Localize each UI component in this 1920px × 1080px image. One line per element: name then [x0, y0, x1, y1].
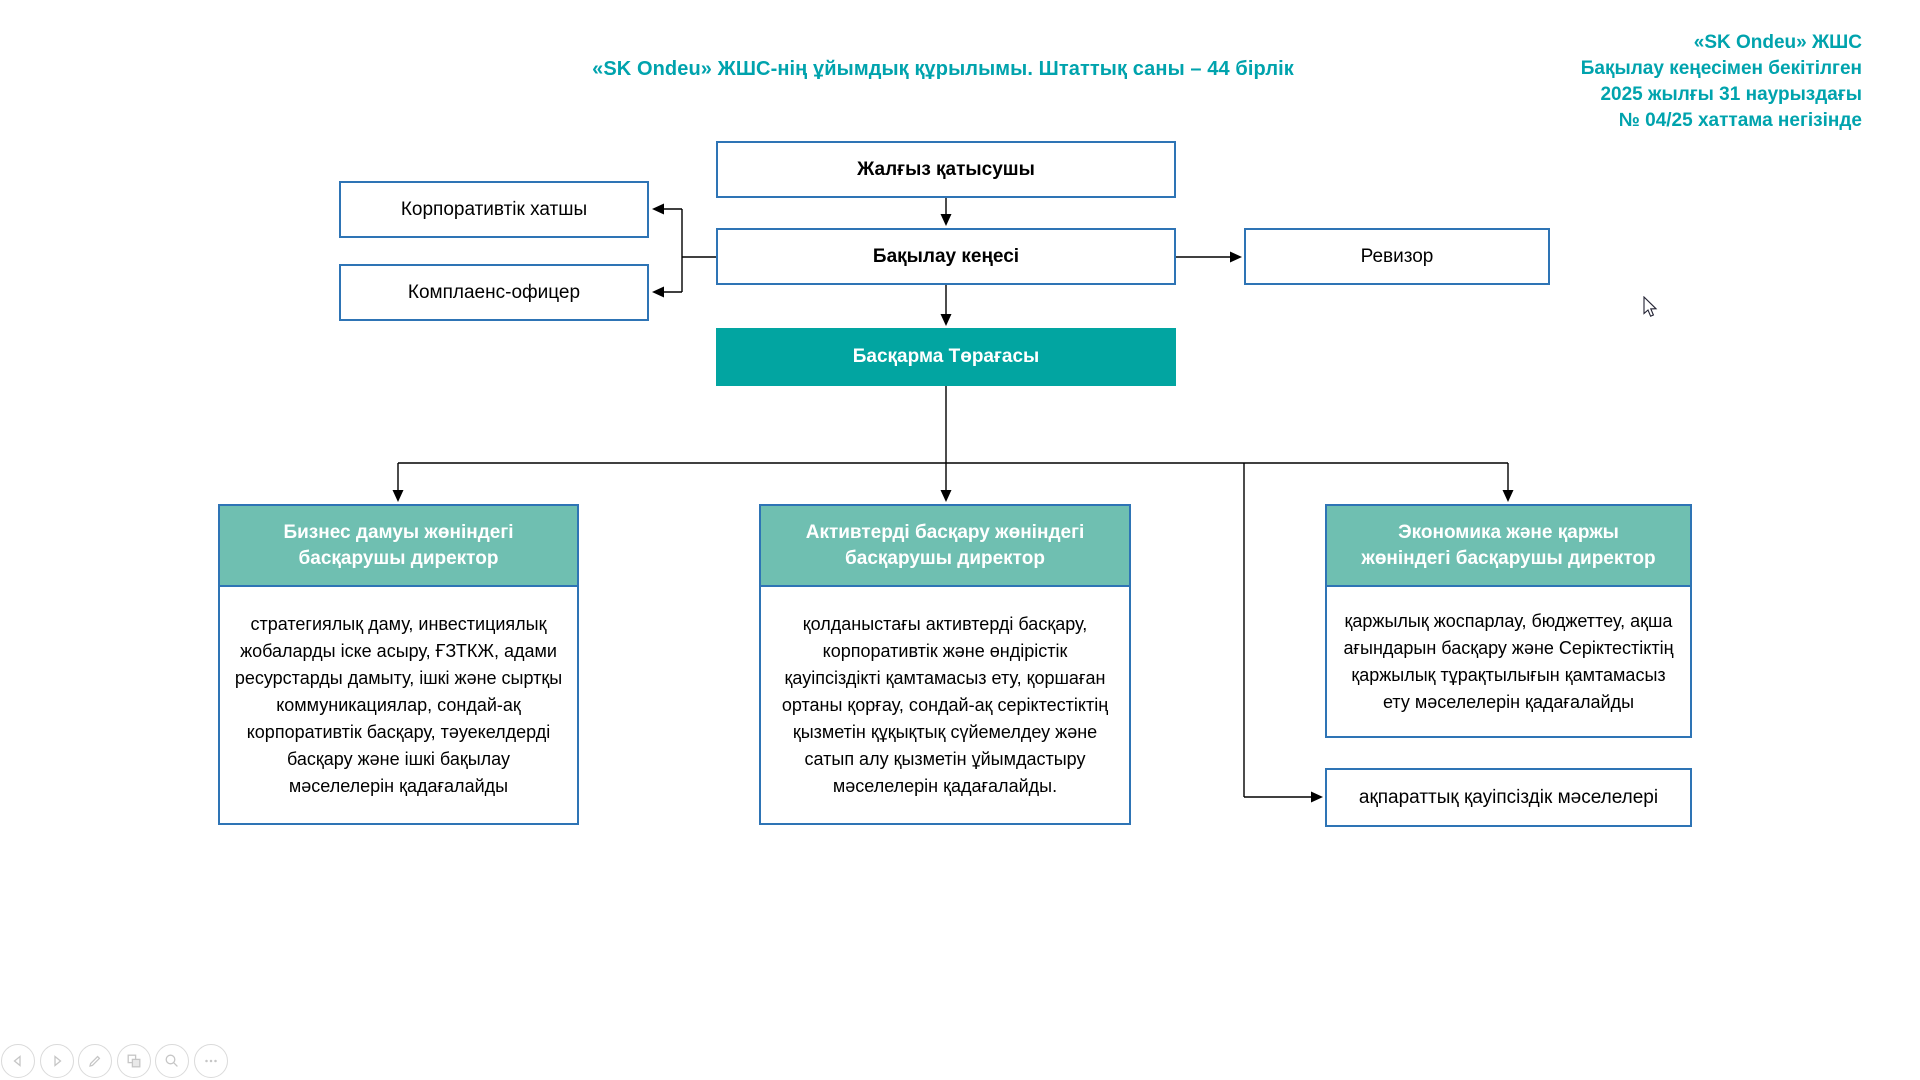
zoom-slide-button[interactable]: [155, 1044, 189, 1078]
org-node-compliance-officer: Комплаенс-офицер: [339, 264, 649, 321]
director-assets-description: қолданыстағы активтерді басқару, корпоративтік және өндірістік қауіпсіздікті қамтамасыз ету, қоршаған ортаны қорғау, сондай-ақ серіктестіктің қызметін құқықтық сүйемелдеу және сатып алу қызметін ұйымдастыру мәселелерін қадағалайды.: [781, 613, 1109, 796]
org-node-supervisory-board: Бақылау кеңесі: [716, 228, 1176, 285]
approval-note-line: «SK Ondeu» ЖШС: [1693, 32, 1862, 53]
slide-title: «SK Ondeu» ЖШС-нің ұйымдық құрылымы. Штаттық саны – 44 бірлік: [592, 58, 1294, 80]
more-options-button[interactable]: [194, 1044, 228, 1078]
director-economy-description: қаржылық жоспарлау, бюджеттеу, ақша ағындарын басқару және Серіктестіктің қаржылық тұрақтылығын қамтамасыз ету мәселелерін қадағалайды: [1343, 610, 1674, 712]
org-node-director-economy: [1325, 504, 1692, 738]
director-assets-title: Активтерді басқару жөніндегі басқарушы директор: [761, 506, 1129, 587]
org-node-corporate-secretary: Корпоративтік хатшы: [339, 181, 649, 238]
next-slide-button[interactable]: [40, 1044, 74, 1078]
director-business-title: Бизнес дамуы жөніндегі басқарушы директор: [220, 506, 577, 587]
approval-note: [1581, 30, 1862, 134]
org-node-chairman: Басқарма Төрағасы: [716, 328, 1176, 386]
approval-note-line: № 04/25 хаттама негізінде: [1618, 110, 1862, 131]
org-node-director-assets: [759, 504, 1131, 825]
ellipsis-icon: [202, 1052, 220, 1070]
org-node-info-security: ақпараттық қауіпсіздік мәселелері: [1325, 768, 1692, 827]
slide-sorter-icon: [125, 1052, 143, 1070]
chevron-right-icon: [48, 1052, 66, 1070]
pen-icon: [86, 1052, 104, 1070]
director-economy-title: Экономика және қаржы жөніндегі басқарушы директор: [1327, 506, 1690, 587]
previous-slide-button[interactable]: [1, 1044, 35, 1078]
org-node-director-business: [218, 504, 579, 825]
see-all-slides-button[interactable]: [117, 1044, 151, 1078]
magnifier-icon: [163, 1052, 181, 1070]
presenter-toolbar: [1, 1044, 228, 1078]
director-business-description: стратегиялық даму, инвестициялық жобаларды іске асыру, ҒЗТКЖ, адами ресурстарды дамыту, ішкі және сыртқы коммуникациялар, сондай-ақ корпоративтік басқару, тәуекелдерді басқару және ішкі бақылау мәселелерін қадағалайды: [234, 613, 563, 796]
org-node-auditor: Ревизор: [1244, 228, 1550, 285]
mouse-cursor-icon: [1643, 296, 1659, 318]
org-node-sole-participant: Жалғыз қатысушы: [716, 141, 1176, 198]
approval-note-line: Бақылау кеңесімен бекітілген: [1580, 58, 1862, 79]
pen-tools-button[interactable]: [78, 1044, 112, 1078]
chevron-left-icon: [9, 1052, 27, 1070]
approval-note-line: 2025 жылғы 31 наурыздағы: [1600, 84, 1862, 105]
